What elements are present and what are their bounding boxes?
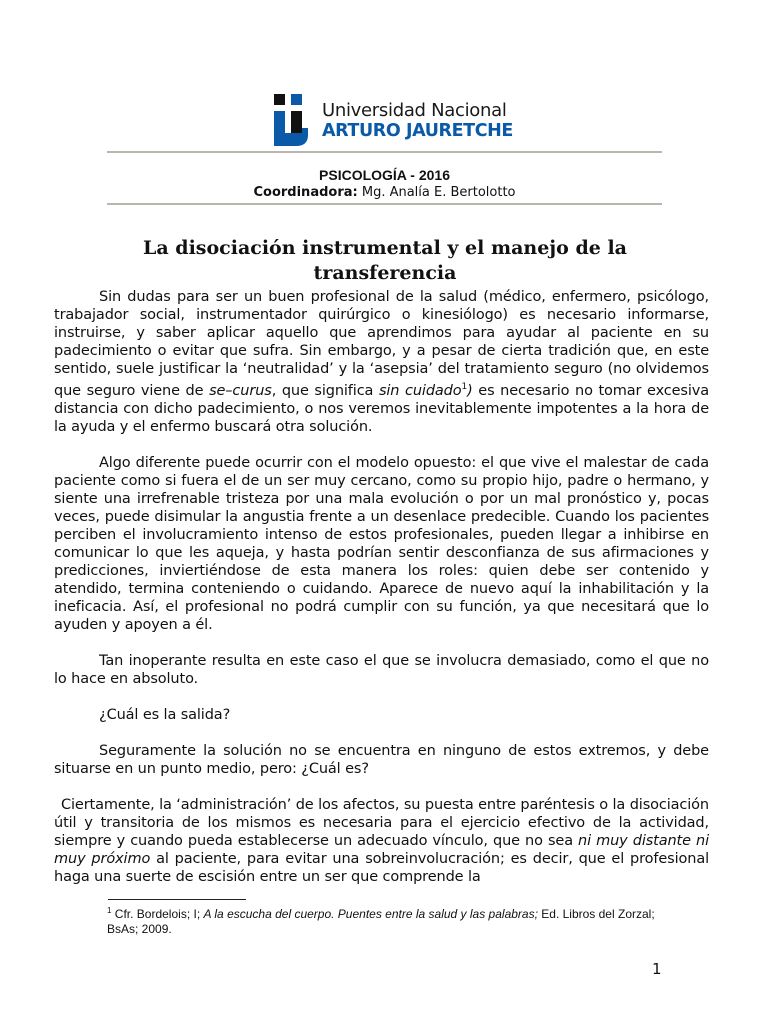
paragraph-1-text: Sin dudas para ser un buen profesional de la salud (médico, enfermero, psicólogo, trabajador social, instrumentador quirúrgico o kinesiólogo) es necesario informarse, instruirse, y saber aplicar aquello que aprendimos para ayudar al paciente en su padecimiento o evitar que sufra. Sin embargo, y a pesar de cierta tradición que, en este sentido, suele justificar la ‘neutralidad’ y la ‘asepsia’ del tratamiento seguro (no olvidemos que seguro viene de [54,289,709,399]
coordinator-line [107,185,662,200]
paragraph-1-text-3: es necesario no tomar excesiva distancia con dicho padecimiento, o nos veremos inevitablemente impotentes a la hora de la ayuda y el enfermo buscará otra solución. [54,382,709,435]
paragraph-1 [54,288,709,436]
coordinator-name: Mg. Analía E. Bertolotto [357,185,516,200]
footnote-number: 1 [107,906,112,915]
header-divider-bottom [107,203,662,205]
page-number: 1 [652,960,662,978]
paragraph-1-text-2: , que significa [271,382,379,399]
paragraph-1-italic-securus: se–curus [209,382,272,399]
paragraph-1-italic-sin-cuidado: sin cuidado [378,382,462,399]
logo-university-subtitle: ARTURO JAURETCHE [322,121,513,141]
footnote-reference: 1 [461,382,468,392]
paragraph-6-text-2: al paciente, para evitar una sobreinvolucración; es decir, que el profesional haga una suerte de escisión entre un ser que comprende la [54,850,709,885]
footnote-text: Cfr. Bordelois; I; [111,907,204,921]
paragraph-4: ¿Cuál es la salida? [99,706,231,723]
document-title: La disociación instrumental y el manejo de la transferencia [143,237,627,284]
document-body [54,288,709,886]
logo-university-name: Universidad Nacional [322,100,507,121]
paragraph-1-italic-paren: ) [467,382,473,399]
paragraph-3: Tan inoperante resulta en este caso el que se involucra demasiado, como el que no lo hace en absoluto. [54,652,709,687]
footnote [107,903,667,937]
university-logo [274,94,513,146]
coordinator-label: Coordinadora: [253,185,358,200]
footnote-divider [108,899,246,900]
course-title: PSICOLOGÍA - 2016 [319,167,450,183]
paragraph-6-italic: ni muy distante ni muy próximo [54,832,709,867]
header-divider-top [107,151,662,153]
paragraph-5: Seguramente la solución no se encuentra en ninguno de estos extremos, y debe situarse en un punto medio, pero: ¿Cuál es? [54,742,709,777]
paragraph-2: Algo diferente puede ocurrir con el modelo opuesto: el que vive el malestar de cada paciente como si fuera el de un ser muy cercano, como su propio hijo, padre o hermano, y siente una irrefrenable tristeza por una mala evolución o por un mal pronóstico y, pocas veces, puede disimular la angustia frente a un desenlace predecible. Cuando los pacientes perciben el involucramiento intenso de estos profesionales, pueden llegar a inhibirse en comunicar lo que les aqueja, y hasta podrían sentir desconfianza de sus afirmaciones y predicciones, inviertiéndose de esta manera los roles: quien debe ser contenido y atendido, termina conteniendo o cuidando. Aparece de nuevo aquí la inhabilitación y la ineficacia. Así, el profesional no podrá cumplir con su función, ya que necesitará que lo ayuden y apoyen a él. [54,454,709,633]
footnote-publisher: Ed. Libros del Zorzal; BsAs; 2009. [107,907,655,936]
paragraph-6-text: Ciertamente, la ‘administración’ de los afectos, su puesta entre paréntesis o la disociación útil y transitoria de los mismos es necesaria para el ejercicio efectivo de la actividad, siempre y cuando pueda establecerse un adecuado vínculo, que no sea [54,796,709,849]
university-logo-mark [274,94,316,146]
paragraph-6 [54,796,709,886]
footnote-book-title: A la escucha del cuerpo. Puentes entre la salud y las palabras; [203,907,538,921]
